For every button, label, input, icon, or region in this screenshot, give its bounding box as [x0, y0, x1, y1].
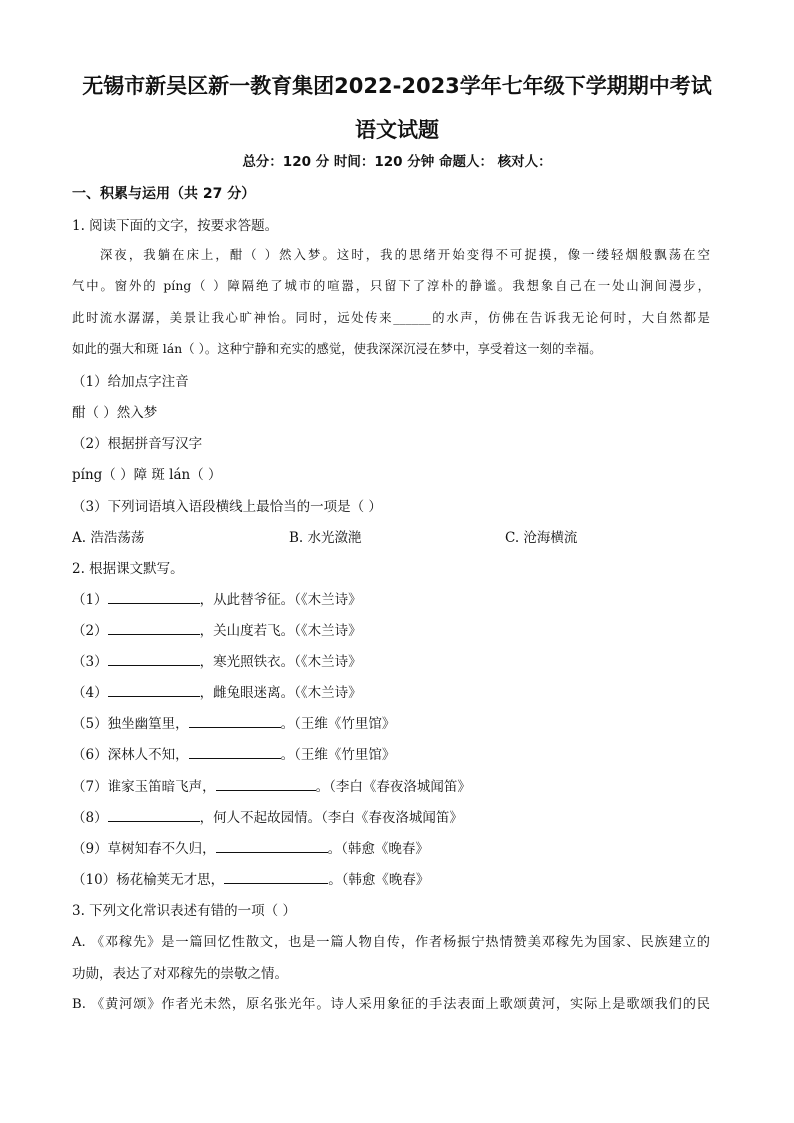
q1-passage-line: 深夜，我躺在床上，酣（ ）然入梦。这时，我的思绪开始变得不可捉摸，像一缕轻烟般飘荡在空 — [100, 248, 710, 262]
q2-item — [72, 712, 395, 732]
q2-item-after: 。（王维《竹里馆》 — [280, 716, 396, 732]
q1-stem: 1. 阅读下面的文字，按要求答题。 — [72, 218, 279, 234]
q2-item-num: （5） — [72, 716, 108, 732]
fill-blank — [224, 871, 328, 884]
q1-sub1: （1）给加点字注音 — [72, 374, 189, 390]
q2-item-after: ，雌兔眼迷离。（《木兰诗》 — [199, 685, 362, 701]
q2-item-num: （1） — [72, 592, 108, 608]
fill-blank — [108, 684, 200, 697]
q2-item — [72, 806, 463, 826]
exam-meta: 总分：120 分 时间：120 分钟 命题人： 核对人： — [242, 154, 552, 170]
q2-item-num: （2） — [72, 623, 108, 639]
q2-item — [72, 743, 395, 763]
q2-item-after: 。（王维《竹里馆》 — [280, 747, 396, 763]
q2-item-before: 谁家玉笛暗飞声， — [107, 779, 216, 795]
q2-item-num: （4） — [72, 685, 108, 701]
q2-item — [72, 681, 362, 701]
q2-item — [72, 650, 362, 670]
q1-passage-line: 气中。窗外的 píng（ ）障隔绝了城市的喧嚣，只留下了淳朴的静谧。我想象自己在一处山涧间漫步， — [72, 279, 710, 293]
q3-option-b: B. 《黄河颂》作者光未然，原名张光年。诗人采用象征的手法表面上歌颂黄河，实际上是歌颂我们的民 — [72, 997, 710, 1012]
fill-blank — [108, 809, 200, 822]
q2-item-after: 。（李白《春夜洛城闻笛》 — [315, 779, 471, 795]
q2-item — [72, 775, 471, 795]
q3-stem: 3. 下列文化常识表述有错的一项（ ） — [72, 903, 296, 919]
q2-item-num: （9） — [72, 841, 108, 857]
q2-item-after: 。（韩愈《晚春》 — [328, 872, 430, 888]
q1-option-c: C. 沧海横流 — [505, 530, 578, 546]
q2-item-num: （3） — [72, 654, 108, 670]
q1-sub3: （3）下列词语填入语段横线上最恰当的一项是（ ） — [72, 499, 382, 515]
q2-item — [72, 837, 429, 857]
q1-sub1-item: 酣（ ）然入梦 — [72, 405, 158, 421]
q2-item-after: ，何人不起故园情。（李白《春夜洛城闻笛》 — [199, 810, 463, 826]
q3-option-a-cont: 功勋，表达了对邓稼先的崇敬之情。 — [72, 966, 288, 982]
q1-option-a: A. 浩浩荡荡 — [72, 530, 145, 546]
q2-item-num: （6） — [72, 747, 108, 763]
q2-item-after: ，从此替爷征。（《木兰诗》 — [199, 592, 362, 608]
q2-item-after: ，寒光照铁衣。（《木兰诗》 — [199, 654, 362, 670]
q2-item-after: ，关山度若飞。（《木兰诗》 — [199, 623, 362, 639]
fill-blank — [189, 715, 281, 728]
q2-item-before: 杨花榆荚无才思， — [116, 872, 225, 888]
q2-item-before: 草树知春不久归， — [107, 841, 216, 857]
q2-stem: 2. 根据课文默写。 — [72, 561, 184, 577]
q2-item — [72, 619, 362, 639]
q2-item-before: 深林人不知， — [107, 747, 189, 763]
fill-blank — [216, 840, 328, 853]
section-heading: 一、积累与运用（共 27 分） — [72, 186, 256, 202]
fill-blank — [189, 746, 281, 759]
q1-sub2: （2）根据拼音写汉字 — [72, 436, 203, 452]
q2-item-num: （8） — [72, 810, 108, 826]
q1-option-b: B. 水光潋滟 — [289, 530, 362, 546]
q2-item — [72, 588, 362, 608]
q2-item-after: 。（韩愈《晚春》 — [327, 841, 429, 857]
fill-blank — [108, 653, 200, 666]
exam-subtitle: 语文试题 — [355, 118, 439, 142]
q2-item — [72, 868, 429, 888]
exam-title: 无锡市新吴区新一教育集团2022-2023学年七年级下学期期中考试 — [82, 74, 712, 98]
q1-passage-line: 如此的强大和斑 lán（ ）。这种宁静和充实的感觉，使我深深沉浸在梦中，享受着这一刻的幸福。 — [72, 342, 602, 356]
fill-blank — [216, 778, 316, 791]
q2-item-num: （10） — [72, 872, 117, 888]
fill-blank — [108, 622, 200, 635]
q2-item-before: 独坐幽篁里， — [107, 716, 189, 732]
q2-item-num: （7） — [72, 779, 108, 795]
q3-option-a: A. 《邓稼先》是一篇回忆性散文，也是一篇人物自传，作者杨振宁热情赞美邓稼先为国家、民族建立的 — [72, 935, 710, 950]
q1-passage-line: 此时流水潺潺，美景让我心旷神怡。同时，远处传来______的水声，仿佛在告诉我无论何时，大自然都是 — [72, 311, 710, 325]
fill-blank — [108, 591, 200, 604]
q1-sub2-item: píng（ ）障 斑 lán（ ） — [72, 467, 222, 483]
